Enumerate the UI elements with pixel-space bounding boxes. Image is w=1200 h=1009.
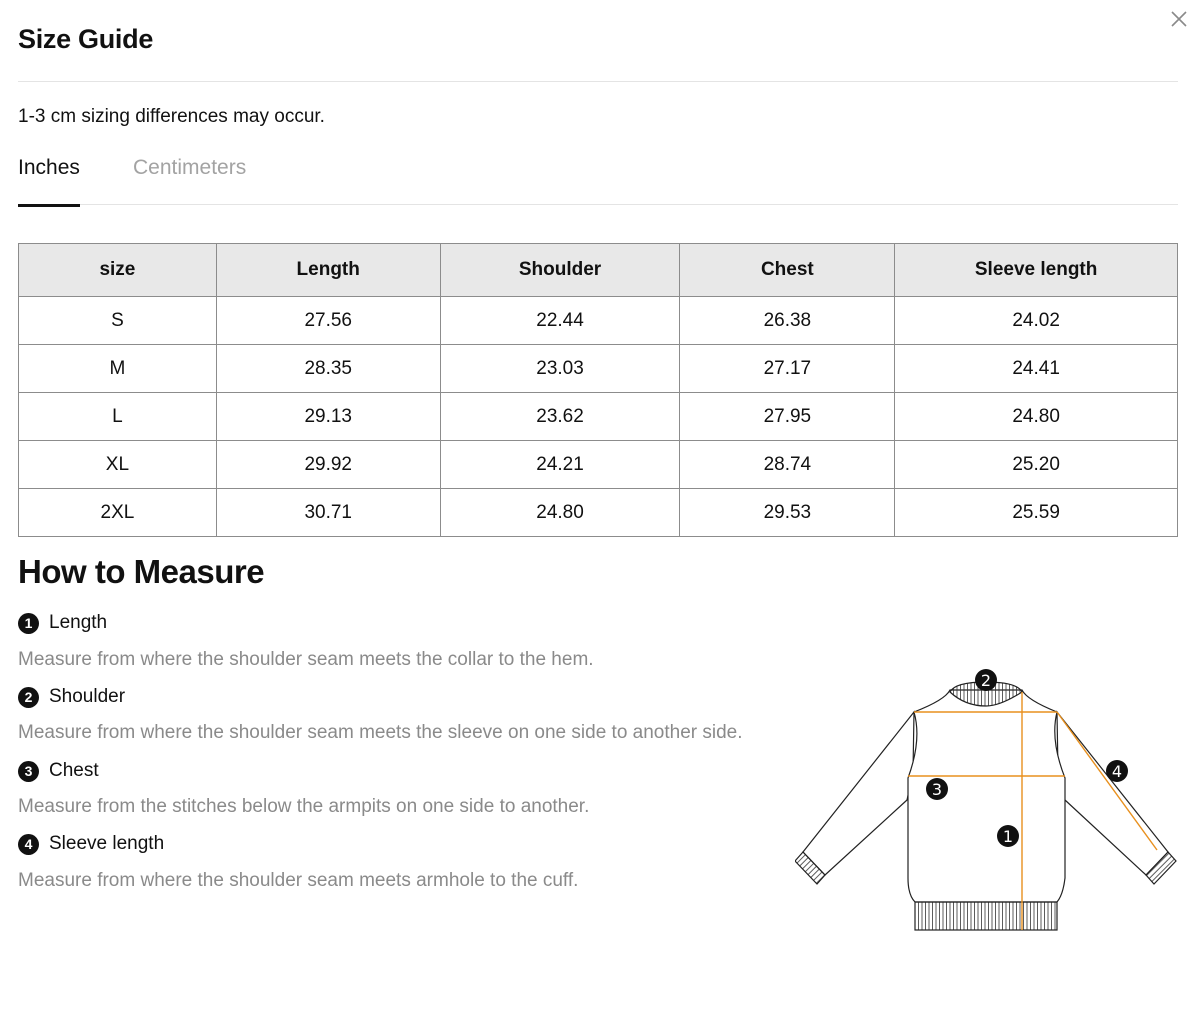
table-row [19,441,1178,489]
diagram-marker-1: 1 [1002,827,1014,846]
table-cell: L [19,393,217,441]
step-description: Measure from where the shoulder seam meets the collar to the hem. [18,649,594,670]
table-cell: 27.95 [680,393,895,441]
table-row [19,489,1178,537]
table-cell: 24.21 [440,441,680,489]
step-label: Shoulder [49,686,126,707]
table-row [19,345,1178,393]
table-cell: 24.41 [895,345,1178,393]
table-cell: 24.80 [895,393,1178,441]
step-label: Chest [49,760,99,781]
table-cell: 22.44 [440,297,680,345]
step-length [18,611,107,635]
step-label: Length [49,612,108,633]
step-description: Measure from where the shoulder seam meets armhole to the cuff. [18,870,579,891]
table-cell: 29.53 [680,489,895,537]
table-cell: 2XL [19,489,217,537]
step-chest [18,759,99,783]
table-cell: 23.62 [440,393,680,441]
table-cell: 23.03 [440,345,680,393]
tab-centimeters[interactable]: Centimeters [133,156,247,179]
table-cell: 25.59 [895,489,1178,537]
step-shoulder [18,685,125,709]
table-cell: 30.71 [216,489,440,537]
diagram-marker-4: 4 [1111,762,1123,781]
tab-inches[interactable]: Inches [18,156,80,207]
table-cell: 28.35 [216,345,440,393]
close-icon[interactable] [1168,8,1190,30]
diagram-marker-3: 3 [931,780,943,799]
table-cell: M [19,345,217,393]
column-header: Shoulder [440,244,680,297]
number-4-icon: 4 [18,834,39,855]
column-header: Length [216,244,440,297]
dialog-title: Size Guide [18,24,154,54]
number-3-icon: 3 [18,761,39,782]
table-cell: 24.80 [440,489,680,537]
number-1-icon: 1 [18,613,39,634]
table-cell: 26.38 [680,297,895,345]
step-label: Sleeve length [49,833,165,854]
step-description: Measure from where the shoulder seam meets the sleeve on one side to another side. [18,722,743,743]
table-cell: 29.13 [216,393,440,441]
table-header-row [19,244,1178,297]
sizing-note: 1-3 cm sizing differences may occur. [18,106,325,127]
table-cell: 27.56 [216,297,440,345]
step-description: Measure from the stitches below the armpits on one side to another. [18,796,590,817]
table-cell: XL [19,441,217,489]
table-cell: 27.17 [680,345,895,393]
table-row [19,297,1178,345]
table-row [19,393,1178,441]
diagram-marker-2: 2 [980,671,992,690]
sweater-measurement-diagram [795,660,1180,940]
table-cell: 24.02 [895,297,1178,345]
how-to-measure-title: How to Measure [18,553,265,590]
table-cell: 28.74 [680,441,895,489]
header-divider [18,81,1178,82]
size-table [18,243,1178,537]
column-header: Sleeve length [895,244,1178,297]
step-sleeve-length [18,832,164,856]
column-header: Chest [680,244,895,297]
table-cell: S [19,297,217,345]
sweater-outline [795,682,1176,930]
table-cell: 29.92 [216,441,440,489]
number-2-icon: 2 [18,687,39,708]
table-cell: 25.20 [895,441,1178,489]
column-header: size [19,244,217,297]
unit-tabs [18,148,1178,205]
